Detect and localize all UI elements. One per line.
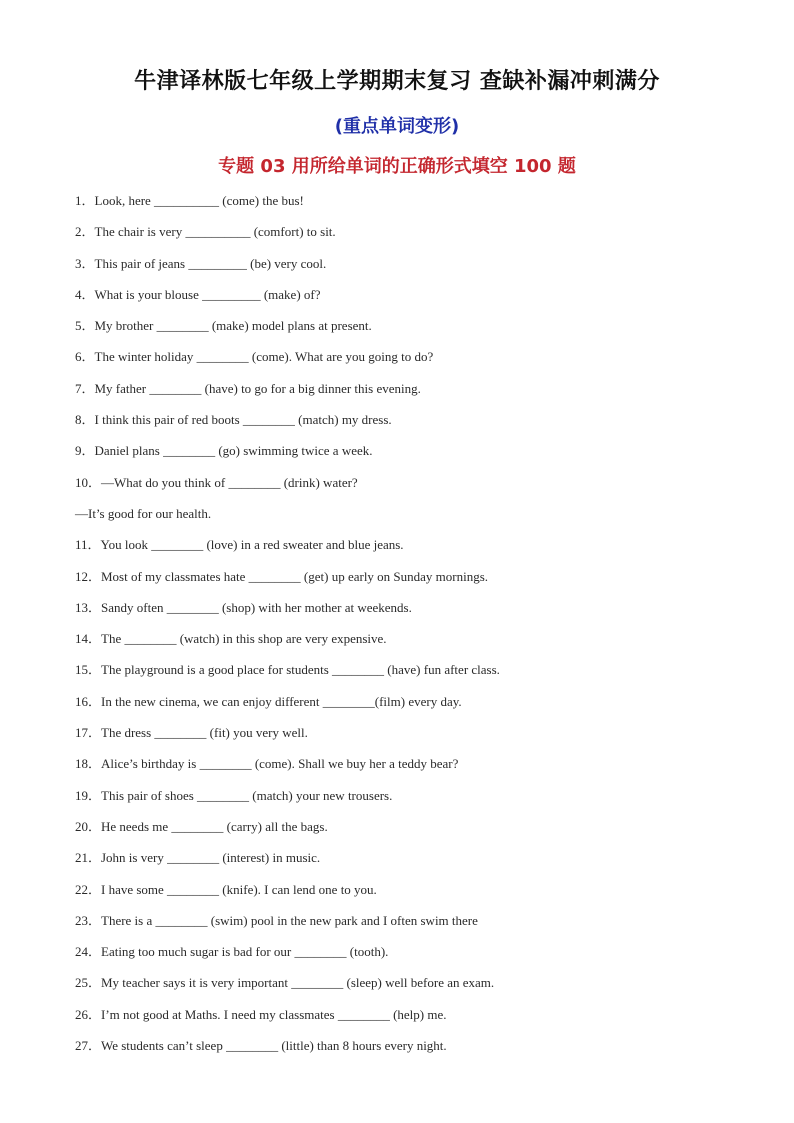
question-item: 9．Daniel plans ________ (go) swimming twice a week.: [75, 443, 373, 459]
page-subtitle: (重点单词变形): [334, 116, 460, 137]
question-item: 4．What is your blouse _________ (make) of?: [75, 286, 321, 302]
page-title: 牛津译林版七年级上学期期末复习 查缺补漏冲刺满分: [134, 69, 660, 94]
question-item: 8．I think this pair of red boots ________ (match) my dress.: [75, 412, 392, 428]
question-item: 1．Look, here __________ (come) the bus!: [75, 193, 304, 208]
question-item: 18．Alice’s birthday is ________ (come). Shall we buy her a teddy bear?: [75, 756, 459, 772]
question-item: 11．You look ________ (love) in a red sweater and blue jeans.: [75, 537, 404, 553]
question-item: 6．The winter holiday ________ (come). What are you going to do?: [75, 349, 434, 365]
question-item: 17．The dress ________ (fit) you very well.: [75, 725, 308, 741]
question-item: 27．We students can’t sleep ________ (little) than 8 hours every night.: [75, 1038, 447, 1054]
question-item: 10．—What do you think of ________ (drink) water?: [75, 474, 358, 490]
question-item: 12．Most of my classmates hate ________ (get) up early on Sunday mornings.: [75, 568, 489, 584]
question-item: 2．The chair is very __________ (comfort) to sit.: [75, 224, 336, 240]
question-item: 16．In the new cinema, we can enjoy different ________(film) every day.: [75, 693, 462, 709]
question-item: 22．I have some ________ (knife). I can lend one to you.: [75, 881, 377, 897]
topic-heading: 专题 03 用所给单词的正确形式填空 100 题: [218, 156, 576, 177]
question-item: 5．My brother ________ (make) model plans at present.: [75, 318, 372, 334]
question-item: 7．My father ________ (have) to go for a big dinner this evening.: [75, 380, 421, 396]
question-item: 14．The ________ (watch) in this shop are very expensive.: [75, 631, 387, 647]
question-item: 21．John is very ________ (interest) in music.: [75, 850, 321, 866]
question-item: 23．There is a ________ (swim) pool in the new park and I often swim there: [75, 912, 478, 928]
question-item: 25．My teacher says it is very important ________ (sleep) well before an exam.: [75, 975, 495, 991]
question-item: 24．Eating too much sugar is bad for our ________ (tooth).: [75, 944, 389, 960]
question-item: 26．I’m not good at Maths. I need my classmates ________ (help) me.: [75, 1006, 447, 1022]
question-item: 15．The playground is a good place for students ________ (have) fun after class.: [75, 662, 500, 678]
question-item: 13．Sandy often ________ (shop) with her mother at weekends.: [75, 599, 412, 615]
answer-line: —It’s good for our health.: [75, 505, 212, 521]
question-item: 19．This pair of shoes ________ (match) your new trousers.: [75, 787, 393, 803]
question-item: 3．This pair of jeans _________ (be) very cool.: [75, 255, 327, 271]
question-item: 20．He needs me ________ (carry) all the bags.: [75, 818, 328, 834]
question-list: [75, 190, 735, 1066]
